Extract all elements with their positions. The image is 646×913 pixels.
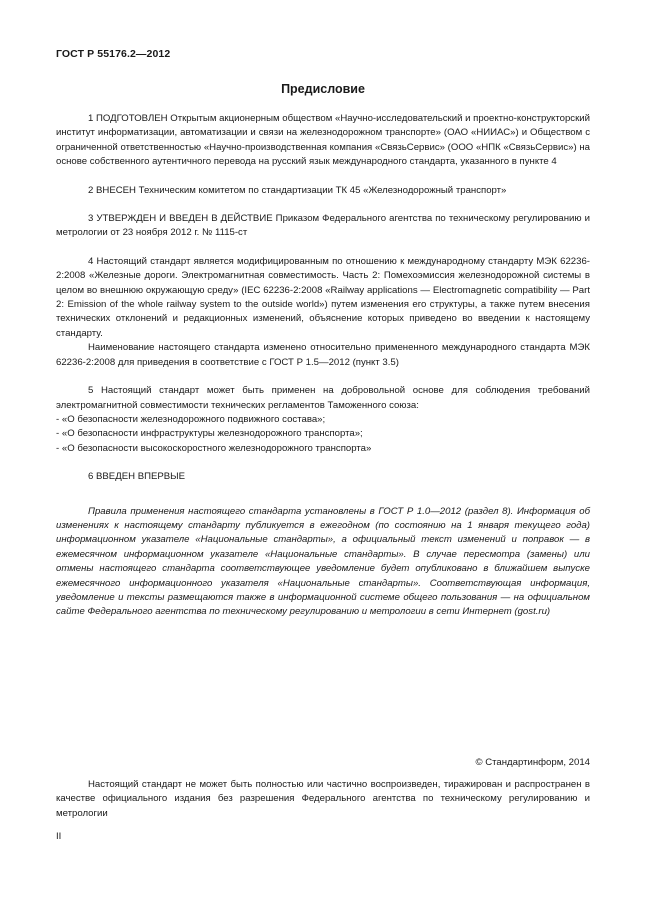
regulations-list: [56, 413, 590, 456]
page-title: Предисловие: [281, 82, 365, 96]
item-3-approved: 3 УТВЕРЖДЕН И ВВЕДЕН В ДЕЙСТВИЕ Приказом Федерального агентства по техническому регулированию и метрологии от 23 ноября 2012 г. № 1115-ст: [56, 213, 590, 239]
copyright: © Стандартинформ, 2014: [475, 757, 590, 768]
item-6-first-introduced: 6 ВВЕДЕН ВПЕРВЫЕ: [88, 471, 186, 483]
list-item: - «О безопасности высокоскоростного железнодорожного транспорта»: [56, 442, 372, 454]
list-item: - «О безопасности инфраструктуры железнодорожного транспорта»;: [56, 428, 363, 440]
rules-note: Правила применения настоящего стандарта установлены в ГОСТ Р 1.0—2012 (раздел 8). Информация об изменениях к настоящему стандарту публикуется в ежегодном (по состоянию на 1 января текущего года) информационном указателе «Национальные стандарты», а официальный текст изменений и поправок — в ежемесячном информационном указателе «Национальные стандарты». В случае пересмотра (замены) или отмены настоящего стандарта соответствующее уведомление будет опубликовано в ближайшем выпуске ежемесячного информационного указателя «Национальные стандарты». Соответствующая информация, уведомление и тексты размещаются также в информационной системе общего пользования — на официальном сайте Федерального агентства по техническому регулированию и метрологии в сети Интернет (gost.ru): [56, 505, 590, 618]
item-1-prepared: 1 ПОДГОТОВЛЕН Открытым акционерным обществом «Научно-исследовательский и проектно-конструкторский институт информатизации, автоматизации и связи на железнодорожном транспорте» (ОАО «НИИАС») и Обществом с ограниченной ответственностью «Научно-производственная компания «СвязьСервис» (ООО «НПК «СвязьСервис») на основе собственного аутентичного перевода на русский язык международного стандарта, указанного в пункте 4: [56, 113, 590, 168]
page-number: II: [56, 831, 62, 842]
standard-number: ГОСТ Р 55176.2—2012: [56, 48, 171, 60]
reproduction-notice: Настоящий стандарт не может быть полностью или частично воспроизведен, тиражирован и распространен в качестве официального издания без разрешения Федерального агентства по техническому регулированию и метрологии: [56, 779, 590, 819]
item-2-introduced: 2 ВНЕСЕН Техническим комитетом по стандартизации ТК 45 «Железнодорожный транспорт»: [88, 184, 507, 196]
item-4-name-change: Наименование настоящего стандарта изменено относительно примененного международного стандарта МЭК 62236-2:2008 для приведения в соответствие с ГОСТ Р 1.5—2012 (пункт 3.5): [56, 342, 590, 368]
list-item: - «О безопасности железнодорожного подвижного состава»;: [56, 413, 326, 425]
item-4-modification: 4 Настоящий стандарт является модифицированным по отношению к международному стандарту МЭК 62236-2:2008 «Железные дороги. Электромагнитная совместимость. Часть 2: Помехоэмиссия железнодорожной системы в целом во внешнюю окружающую среду» (IEC 62236-2:2008 «Railway applications — Electromagnetic compatibility — Part 2: Emission of the whole railway system to the outside world») путем изменения его структуры, а также путем внесения технических отклонений и редакционных изменений, объяснение которых приведено во введении к настоящему стандарту.: [56, 255, 590, 339]
preface-body: [56, 112, 590, 620]
item-5-voluntary: 5 Настоящий стандарт может быть применен на добровольной основе для соблюдения требований электромагнитной совместимости технических регламентов Таможенного союза:: [56, 385, 590, 411]
